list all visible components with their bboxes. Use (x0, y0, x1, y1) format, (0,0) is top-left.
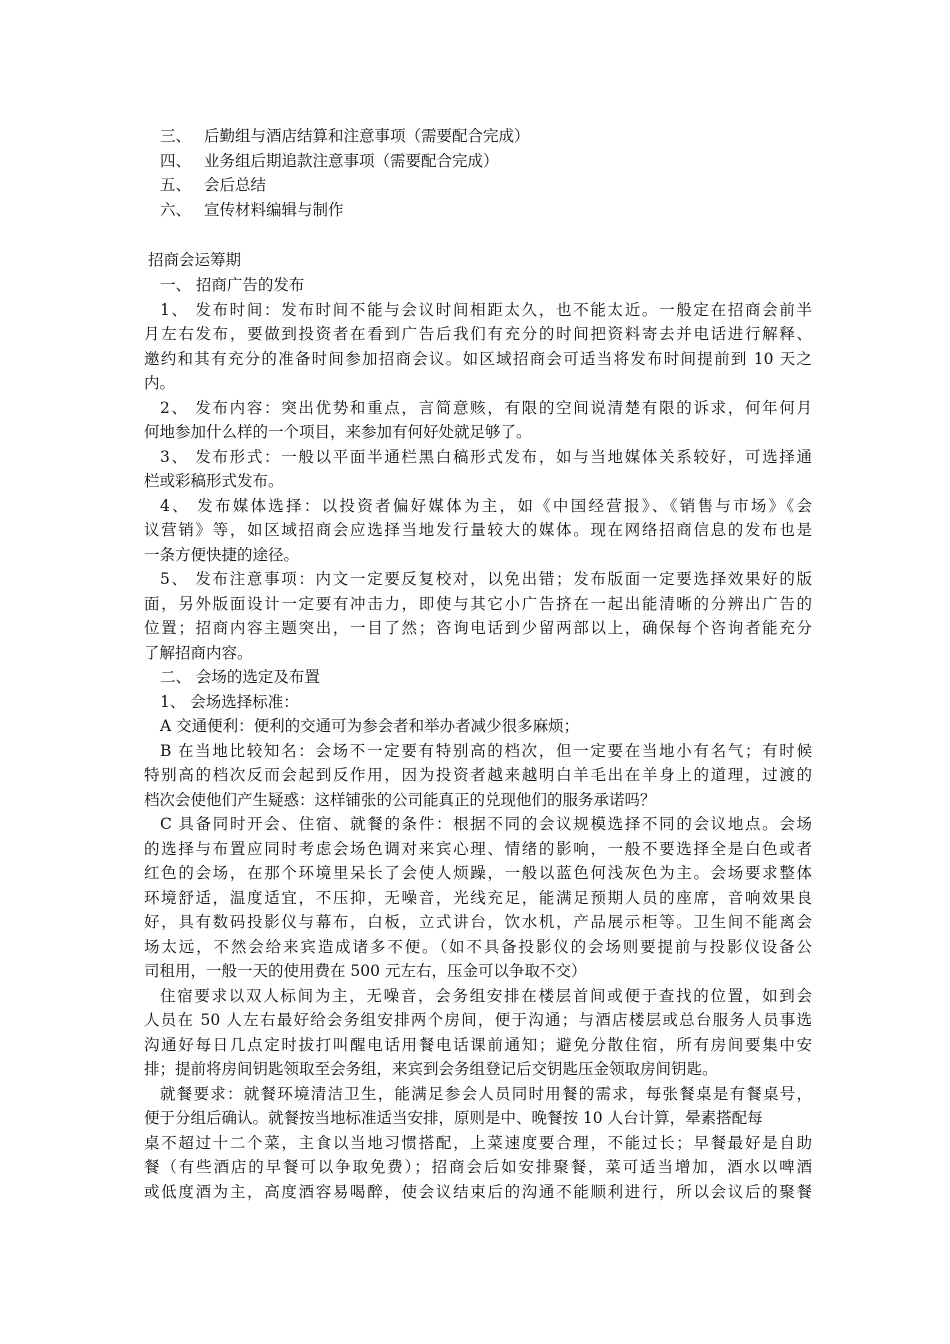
heading-line: 一、 招商广告的发布 (160, 276, 305, 294)
paragraph-line: 住宿要求以双人标间为主，无噪音，会务组安排在楼层首间或便于查找的位置，如到会 (160, 986, 812, 1005)
outline-item (160, 149, 530, 174)
paragraph-line: 栏或彩稿形式发布。 (144, 472, 284, 490)
paragraph-line: 何地参加什么样的一个项目，来参加有何好处就足够了。 (144, 423, 532, 441)
outline-number: 三、 (160, 127, 192, 145)
paragraph-line: A 交通便利：便利的交通可为参会者和举办者减少很多麻烦； (160, 717, 580, 735)
paragraph-line: 位置；招商内容主题突出，一目了然；咨询电话到少留两部以上，确保每个咨询者能充分 (144, 619, 812, 637)
outline-text: 后勤组与酒店结算和注意事项（需要配合完成） (204, 127, 530, 145)
outline-number: 四、 (160, 151, 192, 170)
outline-item (160, 173, 530, 198)
paragraph-line: 档次会使他们产生疑惑：这样铺张的公司能真正的兑现他们的服务承诺吗？ (144, 790, 656, 809)
paragraph-line: 议营销》等，如区域招商会应选择当地发行量较大的媒体。现在网络招商信息的发布也是 (144, 521, 812, 539)
paragraph-line: 5、 发布注意事项：内文一定要反复校对，以免出错；发布版面一定要选择效果好的版 (160, 570, 812, 588)
paragraph-line: 一条方便快捷的途径。 (144, 545, 300, 564)
document-body (144, 273, 812, 1204)
paragraph-line: 沟通好每日几点定时拔打叫醒电话用餐电话课前通知；避免分散住宿，所有房间要集中安 (144, 1035, 812, 1054)
paragraph-line: 就餐要求：就餐环境清洁卫生，能满足参会人员同时用餐的需求，每张餐桌是有餐桌号， (160, 1084, 812, 1103)
section-title: 招商会运筹期 (148, 251, 242, 269)
paragraph-line: 餐（有些酒店的早餐可以争取免费）；招商会后如安排聚餐，菜可适当增加，酒水以啤酒 (144, 1158, 812, 1176)
outline-text: 会后总结 (204, 176, 267, 194)
paragraph-line: 人员在 50 人左右最好给会务组安排两个房间，便于沟通；与酒店楼层或总台服务人员事选 (144, 1011, 812, 1029)
paragraph-line: 月左右发布，要做到投资者在看到广告后我们有充分的时间把资料寄去并电话进行解释、 (144, 325, 812, 343)
paragraph-line: 2、 发布内容：突出优势和重点，言简意赅，有限的空间说清楚有限的诉求，何年何月 (160, 398, 812, 417)
paragraph-line: 场太远，不然会给来宾造成诸多不便。（如不具备投影仪的会场则要提前与投影仪设备公 (144, 937, 812, 956)
paragraph-line: 的选择与布置应同时考虑会场色调对来宾心理、情绪的影响，一般不要选择全是白色或者 (144, 839, 812, 858)
paragraph-line: 红色的会场，在那个环境里呆长了会使人烦躁，一般以蓝色何浅灰色为主。会场要求整体 (144, 864, 812, 882)
paragraph-line: 桌不超过十二个菜，主食以当地习惯搭配，上菜速度要合理，不能过长；早餐最好是自助 (144, 1133, 812, 1152)
paragraph-line: 面，另外版面设计一定要有冲击力，即使与其它小广告挤在一起出能清晰的分辨出广告的 (144, 594, 812, 613)
paragraph-line: 3、 发布形式：一般以平面半通栏黑白稿形式发布，如与当地媒体关系较好，可选择通 (160, 447, 812, 466)
paragraph-line: 邀约和其有充分的准备时间参加招商会议。如区域招商会可适当将发布时间提前到 10 天之 (144, 349, 812, 368)
outline-number: 六、 (160, 200, 192, 219)
paragraph-line: 司租用，一般一天的使用费在 500 元左右，压金可以争取不交） (144, 962, 587, 980)
outline-text: 宣传材料编辑与制作 (204, 200, 344, 219)
paragraph-line: 内。 (144, 374, 176, 392)
paragraph-line: 好，具有数码投影仪与幕布，白板，立式讲台，饮水机，产品展示柜等。卫生间不能离会 (144, 913, 812, 931)
paragraph-line: 了解招商内容。 (144, 643, 253, 662)
outline-text: 业务组后期追款注意事项（需要配合完成） (204, 151, 499, 170)
heading-line: 二、 会场的选定及布置 (160, 668, 320, 686)
paragraph-line: 便于分组后确认。就餐按当地标准适当安排，原则是中、晚餐按 10 人台计算，晕素搭配每 (144, 1109, 763, 1127)
outline-item (160, 198, 530, 223)
paragraph-line: B 在当地比较知名：会场不一定要有特别高的档次，但一定要在当地小有名气；有时候 (160, 741, 812, 760)
paragraph-line: 环境舒适，温度适宜，不压抑，无噪音，光线充足，能满足预期人员的座席，音响效果良 (144, 888, 812, 907)
paragraph-line: 排；提前将房间钥匙领取至会务组，来宾到会务组登记后交钥匙压金领取房间钥匙。 (144, 1060, 718, 1078)
paragraph-line: 或低度酒为主，高度酒容易喝醉，使会议结束后的沟通不能顺利进行，所以会议后的聚餐 (144, 1182, 812, 1201)
paragraph-line: 1、 发布时间：发布时间不能与会议时间相距太久，也不能太近。一般定在招商会前半 (160, 300, 812, 319)
paragraph-line: 4、 发布媒体选择：以投资者偏好媒体为主，如《中国经营报》、《销售与市场》《会 (160, 496, 812, 515)
subheading-line: 1、 会场选择标准： (160, 692, 299, 711)
paragraph-line: C 具备同时开会、住宿、就餐的条件：根据不同的会议规模选择不同的会议地点。会场 (160, 815, 812, 833)
outline-list (160, 124, 530, 222)
outline-number: 五、 (160, 176, 192, 194)
outline-item (160, 124, 530, 149)
paragraph-line: 特别高的档次反而会起到反作用，因为投资者越来越明白羊毛出在羊身上的道理，过渡的 (144, 766, 812, 784)
